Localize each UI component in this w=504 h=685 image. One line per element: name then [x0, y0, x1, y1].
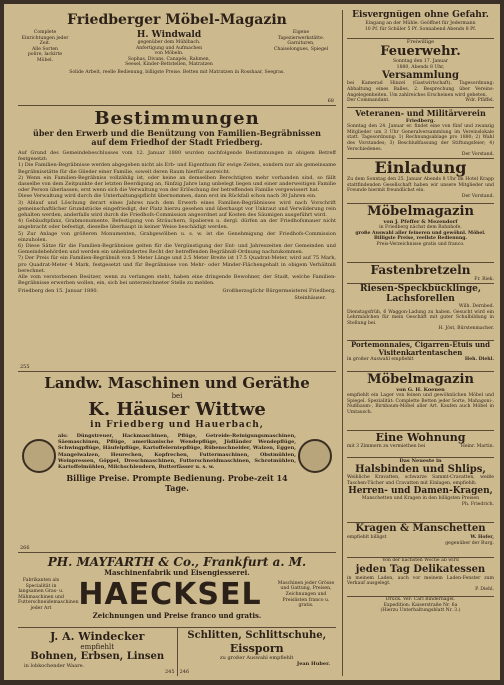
- landw-footer: Billige Preise. Prompte Bedienung. Probe-zeit 14 Tage.: [66, 473, 288, 494]
- bestimmungen-para: 4) Gebäudtpfanz, Grabmonumente, Befestigung von Sträuchern, Spalieren u. dergl. dürfen an der Friedhofsmauer nicht angebracht oder befestigt, dieselbe überhaupt in keiner Weise beschädigt werden.: [18, 218, 336, 231]
- landw-owner: K. Häuser Wittwe: [88, 399, 266, 420]
- landw-from: bei: [171, 392, 183, 400]
- medal-right-icon: [298, 439, 332, 473]
- imprint-line: Druck. Ver: Carl Bindernagel.: [385, 597, 456, 602]
- moebel-magazin-ad: [18, 10, 336, 106]
- porte-title: Portemonnaies, Cigarren-Etuis und Visitenkartentaschen: [350, 341, 491, 357]
- feuerwehr-line: Sonntag den 17. Januar: [392, 59, 449, 65]
- deli-line: Von der nächsten Woche ab wird: [382, 558, 459, 563]
- speck-body: Dienstagsfrüh, 6 Waggon-Ladung zu haben. Gesucht wird ein Lehrmädchen für mein Geschäft mit guter Schulbildung in Stellung bei.: [347, 309, 494, 326]
- moebel-right-line: Eigene: [292, 30, 310, 35]
- bestimmungen-subtitle: über den Erwerb und die Benützung von Familien-Begräbnissen auf dem Friedhof der Stadt Friedberg.: [33, 128, 321, 147]
- hals-note: Manschetten und Kragen in den billigsten Preisen: [361, 496, 480, 502]
- hals-big: Halsbinden und Shlips,: [355, 464, 486, 476]
- moebel-ad-title: Friedberger Möbel-Magazin: [67, 12, 287, 28]
- moebel-mid-line: Sophas, Divans, Canapés, Rahmen,: [127, 56, 211, 62]
- landw-body: als: Düngstreuer, Hackmaschinen, Pflüge, Getreide-Reinigungsmaschinen, Säemaschinen, Pflüge, amerikanische Wendepflüge, Jüdländer Wendepflüge, Schwingpflüge, Häufelpflüge, Kartoffelerntepflüge, Rübenschneider, Walzen, Eggen, Mangelwalzen, Heurechen, Kopfrechen, Futtermaschinen, Obstmühlen, Weinpressen, Göppel, Dreschmaschinen, Futterschneidmaschinen, Schrotmühlen, Kartoffelmühlen, Milchschleudern, Butterfässer u. s. w.: [58, 433, 296, 471]
- schlitten-ad: [178, 628, 337, 676]
- moebel-ad-right: [266, 30, 336, 68]
- imprint-line: (Hierzu Unterhaltungsblatt Nr. 3.): [380, 608, 461, 614]
- medal-left-icon: [22, 439, 56, 473]
- hals-body: Weibliche Kravatten, schwarze Sammt-Cravatten, weiße Taschen-Tücher und Cravatten mit Einlagen, empfiehlt:: [347, 475, 494, 486]
- porte-body: in großer Auswahl empfiehlt: [347, 357, 414, 362]
- koenen-moebel-ad: [347, 372, 494, 431]
- moebel-right-line: Tapezierwerkstätte.: [277, 35, 325, 41]
- wohnung-body: mit 3 Zimmern zu vermiethen bei: [347, 444, 426, 449]
- imprint: [347, 597, 494, 625]
- bestimmungen-signer: Steinhäuser.: [294, 294, 326, 301]
- bestimmungen-para: Alle vom verstorbenen Besitzer, wenn zu verlangen steht, haben eine dringende Bewohner, der Stadt, welche Familien-Begräbnisse erwerben wollen, ein, sich bei unterzeichneter Stelle zu melden.: [18, 274, 336, 287]
- speck-by: Wilh. Dernbed.: [458, 304, 494, 309]
- portemonnaies-ad: [347, 341, 494, 372]
- feuerwehr-title: Feuerwehr.: [380, 44, 461, 60]
- pfeffer-title: Möbelmagazin: [367, 204, 474, 219]
- pfeffer-owner: von J. Pfeffer & Mezendorf: [383, 219, 458, 225]
- moebel-right-line: Garnituren,: [287, 41, 315, 47]
- einladung-ad: [347, 159, 494, 204]
- feuerwehr-pre: Freiwillige: [406, 39, 435, 45]
- moebel-mid-line: Anfertigung und Aufmachen: [135, 45, 203, 51]
- moebel-left-line: polire, lackirte: [27, 52, 63, 58]
- kragen-ad: [347, 523, 494, 558]
- bestimmungen-para: 3) Ablauf und Löschung derart eines Jahres nach dem Erwerb eines Familien-Begräbnisses wird nach Vorschrift gemeinschaftlicher Grundstücke eingefriedigt, der Platz hierzu gesehen und überhaupt vor Unkraut und Verwilderung rein gehalten werden, anderfalls wird durch die Friedhofs-Commission angeordnet auf Kosten des Säumigen ausgeführt wird.: [18, 199, 336, 219]
- kragen-sub: empfiehlt billigst: [347, 535, 387, 540]
- windecker-verb: empfiehlt: [80, 643, 115, 651]
- mayfarth-footer: Zeichnungen und Preise franco und gratis.: [92, 610, 262, 620]
- eis-title: Eisvergnügen ohne Gefahr.: [352, 10, 489, 20]
- moebel-left-line: Alle Sorten: [31, 46, 59, 52]
- pfeffer-place: in Friedberg nächst dem Bahnhofe,: [379, 225, 462, 231]
- speckbuecklinge-ad: [347, 284, 494, 341]
- moebel-right-line: Chaiselongues, Spiegel: [273, 46, 329, 52]
- moebel-left-line: Möbel.: [36, 57, 54, 63]
- moebel-left-line: Complete: [33, 30, 57, 35]
- koenen-body: empfiehlt ein Lager von feinen und gewöhnlichen Möbel und Spiegel. Spezialität: Complette Betten jeder Sorte, Mahagoni-, Nußbaum-, Birnbaum-Möbel aller Art. Kaufen auch Möbel in Umtausch.: [347, 393, 494, 415]
- einladung-sig: Der Vorstand.: [461, 193, 494, 199]
- bestimmungen-para: 2) Wenn ein Familien-Begräbniss vollzählig ist, oder keine an demselben Berechtigten mehr vorhanden sind, so fällt dasselbe von dem Zeitpunkte der letzten Beerdigung an, fünfzig Jahre lang unbelegt liegen und einer anderweitigen Familie oder Person überlassen, erst wenn sich die Verwaltung von der Erlöschung der betreffenden Familie vergewissert hat.: [18, 174, 336, 194]
- veteranen-title: Veteranen- und Militärverein: [355, 108, 486, 118]
- mayfarth-ad: [18, 553, 336, 628]
- kragen-by: W. Hofer,: [470, 535, 494, 540]
- bestimmungen-para: 1) Die Familien-Begräbnisse werden abgegeben nicht als Erb- und Eigenthum für ewige Zeiten, sondern nur als gemeinsame Begräbnisstätte für die Glieder einer Familie, soweit deren Raum hierfür ausreicht.: [18, 162, 336, 175]
- feuerwehr-by: Wdr. Pfäffel.: [465, 98, 494, 104]
- delikatessen-ad: [347, 558, 494, 597]
- feuerwehr-sub: Versammlung: [381, 70, 460, 82]
- bestimmungen-para: 7) Der Preis für ein Familien-Begräbniß von 5 Meter Länge und 2.5 Meter Breite ist 17.5 Quadrat-Meter, wird auf 75 Mark, pro Quadrat-Meter 4 Mark, festgesetzt und für Begräbnisse von Mehr- oder Minder-Flächengehalt in obigem Verhältniß berechnet.: [18, 255, 336, 274]
- wohnung-ad: [347, 431, 494, 458]
- mayfarth-brand: HAECKSEL: [78, 576, 262, 612]
- pfeffer-body: große Auswahl aller feineren und gewöhnl. Möbel. Billigste Preise, reellste Bedienung.: [355, 230, 486, 242]
- wohnung-title: Eine Wohnung: [375, 431, 466, 444]
- landw-title: Landw. Maschinen und Geräthe: [44, 374, 310, 392]
- pfeffer-foot: Preis-Verzeichnisse gratis und franco.: [376, 241, 465, 247]
- moebel-ad-owner-sub: gegenüber dem Mühlbach.: [137, 40, 201, 45]
- mayfarth-right-small: Maschinen jeder Grösse und Gattung, Preisen, Zeichnungen und Preislisten franco u. gratis.: [277, 580, 335, 609]
- feuerwehr-sig: Der Commandant.: [347, 98, 390, 104]
- koenen-title: Möbelmagazin: [367, 372, 474, 387]
- page-number: 246: [179, 669, 190, 675]
- porte-by: Heh. Diehl.: [464, 357, 494, 362]
- veteranen-body: Sonntag den 24. Januar er. findet eine von fünf und zwanzig Mitglieder um 3 Uhr Generalversammlung im Vereinslokale statt. Tagesordnung: 1) Rechnungsablage pro 1880; 2) Wahl des Vorstandes; 3) Beschlußfassung der Stiftungsfeier; 4) Verschiedenes.: [347, 124, 494, 152]
- moebel-mid-line: von Möbeln.: [154, 51, 184, 57]
- kragen-place: gegenüber der Burg.: [445, 540, 494, 546]
- bestimmungen-title: Bestimmungen: [94, 108, 260, 129]
- hals-big2: Herren- und Damen-Kragen,: [348, 486, 493, 497]
- deli-body: in meinem Laden, auch vor meinem Laden-Fenster zum Verkauf ausgelegt.: [347, 575, 494, 587]
- veteranen-ad: [347, 108, 494, 159]
- landw-place: in Friedberg und Hauerbach,: [90, 420, 264, 430]
- moebel-ad-middle: [72, 30, 266, 68]
- pfeffer-moebel-ad: [347, 204, 494, 263]
- bestimmungen-signer-title: Großherzoglichr Bürgermeisterei Friedberg.: [222, 288, 336, 295]
- mayfarth-left-small: Fabrikanten als Specialität in langsamen Gras- u. Mähmaschinen und Futterschneidemaschinen jeder Art: [18, 578, 79, 611]
- windecker-name: J. A. Windecker: [50, 630, 145, 643]
- page-number: 255: [20, 364, 30, 370]
- koenen-owner: von G. H. Koenen: [396, 387, 445, 393]
- bestimmungen-para: 6) Diese Sätze für die Familien-Begräbnisse gelten für die Vergünstigung der Ent- und Jahreszeiten der Gemeinden und Gemeindebehörden und werden ein unbehindertes Recht der betreffenden Begräbniß-Ordnung nachzukommen.: [18, 243, 336, 256]
- moebel-left-line: Einrichtungen jeder: [21, 35, 69, 41]
- bestimmungen-notice: [18, 106, 336, 372]
- windecker-note: in lobkochender Waare.: [24, 663, 85, 669]
- halsbinden-ad: [347, 458, 494, 523]
- left-column: [18, 10, 336, 676]
- windecker-ad: [18, 628, 178, 676]
- schlitten-note: zu großer Auswahl empfiehlt: [220, 655, 294, 661]
- feuerwehr-line: 1880, Abends 8 Uhr,: [396, 64, 445, 70]
- newspaper-page: [4, 4, 500, 680]
- fastenbretzeln-ad: [347, 263, 494, 284]
- mayfarth-title: PH. MAYFARTH & Co., Frankfurt a. M.: [47, 555, 307, 569]
- veteranen-place: Friedberg.: [405, 118, 436, 124]
- schlitten-owner: Jean Huber.: [296, 661, 330, 668]
- landw-maschinen-ad: [18, 372, 336, 553]
- moebel-ad-footer: Solide Arbeit, reelle Bedienung, billigste Preise. Betten mit Matratzen in Rosshaar, Seegras.: [69, 69, 285, 75]
- bestimmungen-intro: Auf Grund des Gemeindebeschlusses vom 12. Januar 1880 wurden nachfolgende Bestimmungen in obigem Betreff festgesetzt:: [18, 150, 336, 163]
- moebel-mid-line: Seesel, Kinder-Bettstellen, Matratzen: [125, 62, 213, 68]
- imprint-line: Expedition: Kaiserstraße Nr. 6a: [383, 602, 458, 608]
- bestimmungen-para: Diese Verwaltung wird durch die Unterhaltungspflicht übernommen, dann erst im Rückfall schon nach 30 Jahren ein.: [18, 193, 317, 200]
- eisvergnuegen-ad: [347, 10, 494, 39]
- eis-line: Eingang an der Mühle. Geöffnet für Jedermann: [365, 21, 476, 26]
- einladung-body: Zu dem Sonntag den 25. Januar Abends 8 Uhr im Hotel Krapp stattfindenden Gesellschaft haben wir unsere Mitglieder und Freunde hiermit freundlichst ein.: [347, 177, 494, 194]
- speck-title: Riesen-Speckbücklinge, Lachsforellen: [359, 284, 482, 304]
- feuerwehr-ad: [347, 39, 494, 108]
- feuerwehr-body: bei Kamerad Hinzel (Gastwirtschaft). Tagesordnung: Abhaltung eines Balles, 2. Besprechung über Vereins-Angelegenheiten. Um zahlreiches Erscheinen wird gebeten.: [347, 81, 494, 98]
- page-number: 68: [327, 98, 334, 104]
- eis-line: 10 Pf. für Schüler 5 Pf. Sonnabend Abends 8 Pf.: [364, 26, 477, 32]
- bottom-ads-row: [18, 628, 336, 676]
- mayfarth-subtitle: Maschinenfabrik und Eisengiesserei.: [104, 568, 250, 577]
- einladung-title: Einladung: [374, 159, 467, 177]
- moebel-left-line: Zeit.: [39, 41, 51, 47]
- page-number: 266: [20, 545, 30, 551]
- kragen-title: Kragen & Manschetten: [355, 523, 486, 534]
- schlitten-item: Eissporn: [229, 642, 284, 655]
- moebel-ad-owner: H. Windwald: [136, 30, 202, 40]
- moebel-ad-left: [18, 30, 72, 68]
- wohnung-by: Heinr. Martin.: [460, 444, 494, 449]
- hals-pre: Das Neueste in: [399, 458, 442, 464]
- bestimmungen-para: 5) Zur Anlage von größeren Monumenten, Grabgewölben u. s. w. ist die Genehmigung der Friedhofs-Commission einzuholen.: [18, 230, 336, 243]
- schlitten-title: Schlitten, Schlittschuhe,: [187, 630, 327, 641]
- deli-big: jeden Tag Delikatessen: [355, 563, 486, 575]
- hals-by: Ph. Friedrich.: [461, 501, 494, 507]
- right-column: [342, 10, 494, 676]
- veteranen-sig: Der Vorstand.: [461, 152, 494, 158]
- deli-by: P. Diehl.: [475, 586, 494, 592]
- page-number: 245: [164, 669, 175, 675]
- speck-sig: H. Jöst, Bürstenmacher.: [438, 326, 494, 332]
- windecker-items: Bohnen, Erbsen, Linsen: [30, 651, 165, 662]
- fasten-by: Fr. Riek.: [474, 277, 494, 282]
- bestimmungen-date: Friedberg den 15. Januar 1880.: [18, 288, 99, 295]
- fasten-title: Fastenbretzeln: [370, 263, 471, 277]
